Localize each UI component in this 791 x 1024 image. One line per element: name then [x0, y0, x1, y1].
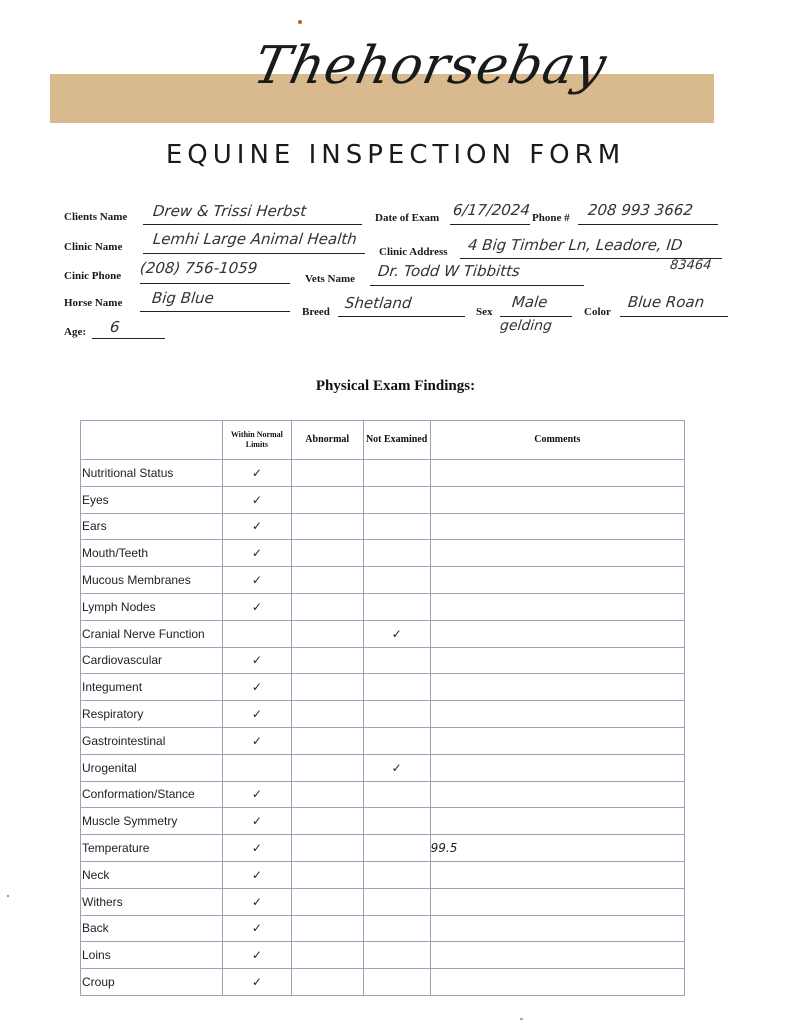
- not-examined-cell[interactable]: [363, 835, 430, 862]
- breed-line: [338, 316, 465, 317]
- table-row: [81, 781, 685, 808]
- table-row: [81, 808, 685, 835]
- within-normal-cell[interactable]: [222, 620, 291, 647]
- within-normal-cell[interactable]: ✓: [222, 701, 291, 728]
- row-label: Cranial Nerve Function: [81, 620, 223, 647]
- table-row: [81, 727, 685, 754]
- abnormal-cell[interactable]: [291, 674, 363, 701]
- comment-cell[interactable]: [430, 701, 684, 728]
- within-normal-cell[interactable]: ✓: [222, 781, 291, 808]
- row-label: Nutritional Status: [81, 460, 223, 487]
- not-examined-cell[interactable]: [363, 888, 430, 915]
- abnormal-cell[interactable]: [291, 754, 363, 781]
- comment-cell[interactable]: [430, 540, 684, 567]
- row-label: Withers: [81, 888, 223, 915]
- header-within-normal-limits: Within Normal Limits: [222, 421, 291, 460]
- horse-name-label: Horse Name: [64, 297, 123, 309]
- header-item: [81, 421, 223, 460]
- table-row: [81, 674, 685, 701]
- comment-cell[interactable]: [430, 593, 684, 620]
- clinic-phone-value[interactable]: (208) 756-1059: [139, 259, 259, 277]
- sex-label: Sex: [476, 306, 493, 318]
- abnormal-cell[interactable]: [291, 835, 363, 862]
- row-label: Mouth/Teeth: [81, 540, 223, 567]
- comment-cell[interactable]: [430, 808, 684, 835]
- sex-value-line1[interactable]: Male: [511, 293, 549, 311]
- table-row: [81, 567, 685, 594]
- abnormal-cell[interactable]: [291, 808, 363, 835]
- abnormal-cell[interactable]: [291, 486, 363, 513]
- clinic-phone-label: Cinic Phone: [64, 270, 122, 282]
- color-line: [620, 316, 728, 317]
- not-examined-cell[interactable]: [363, 647, 430, 674]
- logo-wordmark: Thehorsebay: [248, 36, 613, 96]
- row-label: Conformation/Stance: [81, 781, 223, 808]
- color-value[interactable]: Blue Roan: [627, 293, 706, 311]
- not-examined-cell[interactable]: [363, 513, 430, 540]
- not-examined-cell[interactable]: [363, 593, 430, 620]
- row-label: Lymph Nodes: [81, 593, 223, 620]
- sex-value-line2[interactable]: gelding: [499, 318, 553, 334]
- clients-name-value[interactable]: Drew & Trissi Herbst: [152, 202, 308, 220]
- abnormal-cell[interactable]: [291, 888, 363, 915]
- row-label: Temperature: [81, 835, 223, 862]
- age-line: [92, 338, 165, 339]
- not-examined-cell[interactable]: [363, 861, 430, 888]
- horse-name-line: [140, 311, 290, 312]
- table-row: [81, 701, 685, 728]
- within-normal-cell[interactable]: ✓: [222, 835, 291, 862]
- clients-name-line: [143, 224, 362, 225]
- abnormal-cell[interactable]: [291, 701, 363, 728]
- abnormal-cell[interactable]: [291, 727, 363, 754]
- abnormal-cell[interactable]: [291, 969, 363, 996]
- exam-findings-table: [80, 420, 685, 996]
- age-label: Age:: [64, 326, 86, 338]
- within-normal-cell[interactable]: ✓: [222, 808, 291, 835]
- row-label: Urogenital: [81, 754, 223, 781]
- within-normal-cell[interactable]: ✓: [222, 513, 291, 540]
- clinic-name-line: [143, 253, 365, 254]
- comment-cell[interactable]: [430, 727, 684, 754]
- table-row: [81, 969, 685, 996]
- comment-cell[interactable]: [430, 674, 684, 701]
- not-examined-cell[interactable]: [363, 915, 430, 942]
- section-title: Physical Exam Findings:: [315, 378, 476, 394]
- row-label: Back: [81, 915, 223, 942]
- header-not-examined: Not Examined: [363, 421, 430, 460]
- scan-speck: [7, 895, 9, 897]
- color-label: Color: [584, 306, 611, 318]
- not-examined-cell[interactable]: [363, 701, 430, 728]
- within-normal-cell[interactable]: ✓: [222, 460, 291, 487]
- abnormal-cell[interactable]: [291, 567, 363, 594]
- comment-cell[interactable]: [430, 567, 684, 594]
- phone-label: Phone #: [532, 212, 570, 224]
- within-normal-cell[interactable]: ✓: [222, 942, 291, 969]
- table-row: [81, 835, 685, 862]
- not-examined-cell[interactable]: ✓: [363, 754, 430, 781]
- not-examined-cell[interactable]: [363, 460, 430, 487]
- clinic-name-label: Clinic Name: [64, 241, 123, 253]
- clinic-zip-value[interactable]: 83464: [669, 258, 713, 273]
- row-label: Respiratory: [81, 701, 223, 728]
- logo-dot: [298, 20, 302, 24]
- table-row: [81, 861, 685, 888]
- within-normal-cell[interactable]: ✓: [222, 861, 291, 888]
- within-normal-cell[interactable]: ✓: [222, 567, 291, 594]
- scan-speck: [520, 1018, 523, 1020]
- horse-name-value[interactable]: Big Blue: [151, 289, 215, 307]
- date-of-exam-line: [450, 224, 530, 225]
- comment-cell[interactable]: [430, 942, 684, 969]
- abnormal-cell[interactable]: [291, 593, 363, 620]
- comment-cell[interactable]: [430, 486, 684, 513]
- table-row: [81, 915, 685, 942]
- comment-cell[interactable]: [430, 915, 684, 942]
- header-comments: Comments: [430, 421, 684, 460]
- row-label: Integument: [81, 674, 223, 701]
- abnormal-cell[interactable]: [291, 540, 363, 567]
- vets-name-line: [370, 285, 584, 286]
- table-row: [81, 460, 685, 487]
- comment-cell[interactable]: [430, 781, 684, 808]
- clinic-name-value[interactable]: Lemhi Large Animal Health: [152, 230, 358, 248]
- date-of-exam-label: Date of Exam: [375, 212, 440, 224]
- clinic-address-label: Clinic Address: [379, 246, 448, 258]
- table-row: [81, 486, 685, 513]
- table-row: [81, 754, 685, 781]
- table-row: [81, 513, 685, 540]
- table-row: [81, 593, 685, 620]
- vets-name-label: Vets Name: [305, 273, 355, 285]
- comment-cell[interactable]: 99.5: [430, 835, 684, 862]
- comment-cell[interactable]: [430, 888, 684, 915]
- abnormal-cell[interactable]: [291, 513, 363, 540]
- table-row: [81, 540, 685, 567]
- table-header-row: [81, 421, 685, 460]
- within-normal-cell[interactable]: ✓: [222, 647, 291, 674]
- date-of-exam-value[interactable]: 6/17/2024: [452, 201, 531, 219]
- row-label: Cardiovascular: [81, 647, 223, 674]
- abnormal-cell[interactable]: [291, 460, 363, 487]
- comment-cell[interactable]: [430, 460, 684, 487]
- comment-cell[interactable]: [430, 969, 684, 996]
- row-label: Ears: [81, 513, 223, 540]
- form-title: EQUINE INSPECTION FORM: [165, 140, 626, 170]
- within-normal-cell[interactable]: ✓: [222, 888, 291, 915]
- not-examined-cell[interactable]: [363, 781, 430, 808]
- comment-cell[interactable]: [430, 754, 684, 781]
- within-normal-cell[interactable]: ✓: [222, 915, 291, 942]
- clients-name-label: Clients Name: [64, 211, 128, 223]
- breed-label: Breed: [302, 306, 330, 318]
- within-normal-cell[interactable]: ✓: [222, 486, 291, 513]
- comment-cell[interactable]: [430, 647, 684, 674]
- phone-line: [578, 224, 718, 225]
- within-normal-cell[interactable]: ✓: [222, 674, 291, 701]
- table-row: [81, 942, 685, 969]
- row-label: Mucous Membranes: [81, 567, 223, 594]
- not-examined-cell[interactable]: [363, 969, 430, 996]
- within-normal-cell[interactable]: [222, 754, 291, 781]
- comment-cell[interactable]: [430, 861, 684, 888]
- phone-value[interactable]: 208 993 3662: [587, 201, 694, 219]
- within-normal-cell[interactable]: ✓: [222, 969, 291, 996]
- not-examined-cell[interactable]: [363, 942, 430, 969]
- abnormal-cell[interactable]: [291, 620, 363, 647]
- not-examined-cell[interactable]: [363, 674, 430, 701]
- comment-cell[interactable]: [430, 620, 684, 647]
- table-row: [81, 888, 685, 915]
- sex-line: [500, 316, 572, 317]
- not-examined-cell[interactable]: [363, 808, 430, 835]
- within-normal-cell[interactable]: ✓: [222, 727, 291, 754]
- clinic-phone-line: [140, 283, 290, 284]
- row-label: Gastrointestinal: [81, 727, 223, 754]
- age-value[interactable]: 6: [109, 318, 121, 336]
- table-row: [81, 647, 685, 674]
- abnormal-cell[interactable]: [291, 915, 363, 942]
- clinic-address-value[interactable]: 4 Big Timber Ln, Leadore, ID: [467, 236, 684, 254]
- breed-value[interactable]: Shetland: [344, 294, 413, 312]
- vets-name-value[interactable]: Dr. Todd W Tibbitts: [377, 262, 521, 280]
- abnormal-cell[interactable]: [291, 861, 363, 888]
- not-examined-cell[interactable]: [363, 540, 430, 567]
- within-normal-cell[interactable]: ✓: [222, 593, 291, 620]
- header-abnormal: Abnormal: [291, 421, 363, 460]
- row-label: Loins: [81, 942, 223, 969]
- within-normal-cell[interactable]: ✓: [222, 540, 291, 567]
- not-examined-cell[interactable]: ✓: [363, 620, 430, 647]
- row-label: Croup: [81, 969, 223, 996]
- row-label: Neck: [81, 861, 223, 888]
- table-row: [81, 620, 685, 647]
- not-examined-cell[interactable]: [363, 567, 430, 594]
- row-label: Muscle Symmetry: [81, 808, 223, 835]
- abnormal-cell[interactable]: [291, 781, 363, 808]
- abnormal-cell[interactable]: [291, 942, 363, 969]
- not-examined-cell[interactable]: [363, 486, 430, 513]
- not-examined-cell[interactable]: [363, 727, 430, 754]
- comment-cell[interactable]: [430, 513, 684, 540]
- row-label: Eyes: [81, 486, 223, 513]
- abnormal-cell[interactable]: [291, 647, 363, 674]
